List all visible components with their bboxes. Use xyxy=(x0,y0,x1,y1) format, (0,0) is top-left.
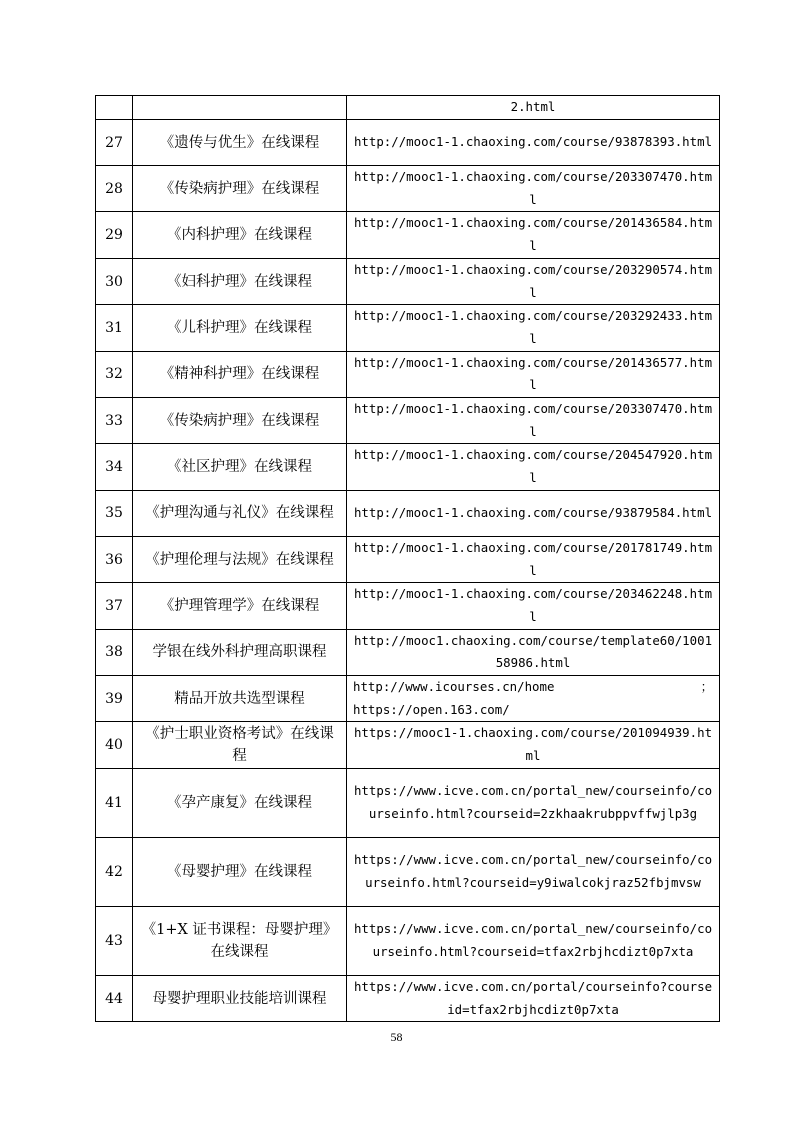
row-number: 44 xyxy=(96,975,133,1021)
course-url[interactable]: https://www.icve.com.cn/portal/courseinfo?courseid=tfax2rbjhcdizt0p7xta xyxy=(347,975,720,1021)
table-row xyxy=(96,583,720,629)
table-row xyxy=(96,305,720,351)
course-url[interactable]: http://mooc1-1.chaoxing.com/course/93879584.html xyxy=(347,490,720,536)
table-row xyxy=(96,536,720,582)
course-name: 《精神科护理》在线课程 xyxy=(133,351,347,397)
course-name: 《护理管理学》在线课程 xyxy=(133,583,347,629)
row-number: 43 xyxy=(96,906,133,975)
row-number: 40 xyxy=(96,722,133,768)
icourses-link[interactable]: http://www.icourses.cn/home xyxy=(353,679,555,695)
row-number: 27 xyxy=(96,120,133,166)
row-number: 30 xyxy=(96,258,133,304)
course-name: 《妇科护理》在线课程 xyxy=(133,258,347,304)
row-number: 33 xyxy=(96,398,133,444)
url-line xyxy=(351,676,715,699)
course-name xyxy=(133,96,347,120)
course-url[interactable]: http://mooc1-1.chaoxing.com/course/201436577.html xyxy=(347,351,720,397)
course-name: 《传染病护理》在线课程 xyxy=(133,166,347,212)
course-url[interactable]: http://mooc1-1.chaoxing.com/course/201781749.html xyxy=(347,536,720,582)
row-number: 42 xyxy=(96,837,133,906)
table-row xyxy=(96,398,720,444)
row-number xyxy=(96,96,133,120)
course-name: 《遗传与优生》在线课程 xyxy=(133,120,347,166)
url-separator: ； xyxy=(700,679,713,695)
course-name: 《1+X 证书课程：母婴护理》在线课程 xyxy=(133,906,347,975)
course-url[interactable]: http://mooc1-1.chaoxing.com/course/201436584.html xyxy=(347,212,720,258)
course-url[interactable]: http://mooc1-1.chaoxing.com/course/203292433.html xyxy=(347,305,720,351)
course-url[interactable]: http://mooc1-1.chaoxing.com/course/93878393.html xyxy=(347,120,720,166)
row-number: 32 xyxy=(96,351,133,397)
row-number: 34 xyxy=(96,444,133,490)
table-row xyxy=(96,837,720,906)
course-url-pair xyxy=(347,676,720,722)
course-name: 精品开放共选型课程 xyxy=(133,676,347,722)
row-number: 36 xyxy=(96,536,133,582)
course-name: 《护理伦理与法规》在线课程 xyxy=(133,536,347,582)
table-row xyxy=(96,906,720,975)
course-url[interactable]: http://mooc1-1.chaoxing.com/course/203307470.html xyxy=(347,398,720,444)
table-row xyxy=(96,975,720,1021)
course-name: 《护士职业资格考试》在线课程 xyxy=(133,722,347,768)
course-name: 《儿科护理》在线课程 xyxy=(133,305,347,351)
row-number: 31 xyxy=(96,305,133,351)
course-url[interactable]: http://mooc1-1.chaoxing.com/course/203290574.html xyxy=(347,258,720,304)
course-name: 《内科护理》在线课程 xyxy=(133,212,347,258)
table-row xyxy=(96,166,720,212)
course-link-table xyxy=(95,95,720,1022)
course-url[interactable]: 2.html xyxy=(347,96,720,120)
table-row xyxy=(96,351,720,397)
table-row xyxy=(96,96,720,120)
table-row xyxy=(96,212,720,258)
course-url[interactable]: http://mooc1-1.chaoxing.com/course/203462248.html xyxy=(347,583,720,629)
course-name: 学银在线外科护理高职课程 xyxy=(133,629,347,675)
table-row xyxy=(96,258,720,304)
course-url[interactable]: https://www.icve.com.cn/portal_new/courseinfo/courseinfo.html?courseid=tfax2rbjhcdizt0p7xta xyxy=(347,906,720,975)
course-url[interactable]: https://www.icve.com.cn/portal_new/courseinfo/courseinfo.html?courseid=y9iwalcokjraz52fbjmvsw xyxy=(347,837,720,906)
course-name: 《社区护理》在线课程 xyxy=(133,444,347,490)
course-url[interactable]: http://mooc1.chaoxing.com/course/template60/100158986.html xyxy=(347,629,720,675)
table-row xyxy=(96,722,720,768)
row-number: 28 xyxy=(96,166,133,212)
table-row xyxy=(96,768,720,837)
course-name: 母婴护理职业技能培训课程 xyxy=(133,975,347,1021)
row-number: 38 xyxy=(96,629,133,675)
row-number: 39 xyxy=(96,676,133,722)
course-url[interactable]: http://mooc1-1.chaoxing.com/course/203307470.html xyxy=(347,166,720,212)
course-name: 《传染病护理》在线课程 xyxy=(133,398,347,444)
table-row xyxy=(96,120,720,166)
row-number: 35 xyxy=(96,490,133,536)
course-name: 《护理沟通与礼仪》在线课程 xyxy=(133,490,347,536)
row-number: 29 xyxy=(96,212,133,258)
table-row xyxy=(96,629,720,675)
course-name: 《孕产康复》在线课程 xyxy=(133,768,347,837)
course-url[interactable]: https://mooc1-1.chaoxing.com/course/201094939.html xyxy=(347,722,720,768)
table-row xyxy=(96,676,720,722)
row-number: 41 xyxy=(96,768,133,837)
course-name: 《母婴护理》在线课程 xyxy=(133,837,347,906)
course-url[interactable]: https://www.icve.com.cn/portal_new/courseinfo/courseinfo.html?courseid=2zkhaakrubppvffwjlp3g xyxy=(347,768,720,837)
course-url[interactable]: http://mooc1-1.chaoxing.com/course/204547920.html xyxy=(347,444,720,490)
row-number: 37 xyxy=(96,583,133,629)
page-number: 58 xyxy=(390,1030,403,1044)
table-row xyxy=(96,490,720,536)
open163-link[interactable]: https://open.163.com/ xyxy=(353,701,510,717)
table-row xyxy=(96,444,720,490)
